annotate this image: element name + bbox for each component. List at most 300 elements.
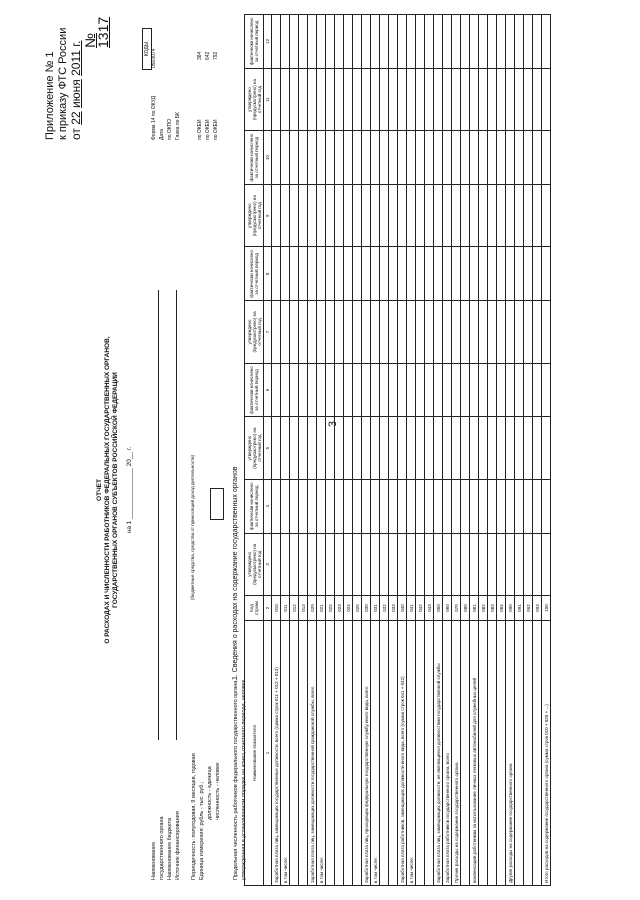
- row-name-cell: Заработная плата работников, замещающих должности иного вида, всего (сумма строк 041 + 042): [398, 621, 407, 886]
- row-code-cell: 020: [308, 596, 317, 621]
- value-cell: [542, 533, 551, 595]
- report-meta: Наименование государственного органа Наименование бюджета Источник финансирования Периодичность: полугодовая, 9 месяцев, годовая Единица измерения: рубль - тыс. руб.; должность - единица численность - человек Предельная численность работников федерального государственного органа, утвержденная в установленном порядке на конец отчетного периода, человек: [151, 679, 247, 880]
- value-cell: [488, 68, 497, 130]
- value-cell: [452, 417, 461, 479]
- value-cell: [290, 185, 299, 247]
- value-cell: [335, 68, 344, 130]
- value-cell: [290, 68, 299, 130]
- value-cell: [407, 479, 416, 533]
- value-cell: [416, 301, 425, 363]
- value-cell: [317, 247, 326, 301]
- value-cell: [461, 417, 470, 479]
- report-title: ОТЧЕТ О РАСХОДАХ И ЧИСЛЕННОСТИ РАБОТНИКОВ ФЕДЕРАЛЬНЫХ ГОСУДАРСТВЕННЫХ ОРГАНОВ, ГОСУДАРСТВЕННЫХ ОРГАНОВ СУБЪЕКТОВ РОССИЙСКОЙ ФЕДЕРАЦИИ на 1 ______________ 20__ г.: [96, 336, 133, 644]
- value-cell: [380, 15, 389, 69]
- value-cell: [389, 15, 398, 69]
- table-row: [299, 15, 308, 886]
- appendix-line2: к приказу ФТС России: [57, 27, 69, 140]
- value-cell: [335, 301, 344, 363]
- limit-box: [210, 488, 224, 520]
- row-name-cell: [290, 621, 299, 886]
- value-cell: [398, 247, 407, 301]
- value-cell: [506, 533, 515, 595]
- value-cell: [515, 363, 524, 417]
- value-cell: [308, 417, 317, 479]
- row-code-cell: 100: [542, 596, 551, 621]
- value-cell: [479, 131, 488, 185]
- row-name-cell: в том числе:: [317, 621, 326, 886]
- appendix-header: [44, 0, 111, 140]
- row-name-cell: в том числе:: [281, 621, 290, 886]
- table-row: [344, 15, 353, 886]
- value-cell: [272, 185, 281, 247]
- row-name-cell: в том числе:: [407, 621, 416, 886]
- value-cell: [335, 363, 344, 417]
- value-cell: [470, 131, 479, 185]
- value-cell: [461, 131, 470, 185]
- value-cell: [335, 479, 344, 533]
- value-cell: [353, 185, 362, 247]
- row-name-cell: Заработная плата лиц, замещающих государственные должности, всего (сумма строк 011 + 012 + 013): [272, 621, 281, 886]
- value-cell: [425, 479, 434, 533]
- value-cell: [434, 533, 443, 595]
- value-cell: [497, 417, 506, 479]
- value-cell: [299, 68, 308, 130]
- row-code-cell: 043: [425, 596, 434, 621]
- value-cell: [452, 301, 461, 363]
- col-number-cell: 6: [264, 363, 272, 417]
- value-cell: [308, 363, 317, 417]
- table-row: [533, 15, 542, 886]
- value-cell: [434, 479, 443, 533]
- value-cell: [326, 479, 335, 533]
- value-cell: [353, 15, 362, 69]
- section-title: 1. Сведения о расходах на содержание государственных органов: [232, 466, 239, 680]
- value-cell: [515, 417, 524, 479]
- value-cell: [497, 15, 506, 69]
- value-cell: [317, 15, 326, 69]
- value-cell: [353, 68, 362, 130]
- table-row: [506, 15, 515, 886]
- value-cell: [425, 131, 434, 185]
- value-cell: [344, 301, 353, 363]
- row-code-cell: 021: [317, 596, 326, 621]
- table-row: [353, 15, 362, 886]
- value-cell: [488, 185, 497, 247]
- value-cell: [344, 185, 353, 247]
- value-cell: [344, 247, 353, 301]
- value-cell: [425, 15, 434, 69]
- value-cell: [497, 68, 506, 130]
- value-cell: [542, 363, 551, 417]
- value-cell: [515, 185, 524, 247]
- row-name-cell: [335, 621, 344, 886]
- value-cell: [326, 533, 335, 595]
- value-cell: [407, 15, 416, 69]
- table-row: [452, 15, 461, 886]
- value-cell: [434, 15, 443, 69]
- value-cell: [362, 15, 371, 69]
- value-cell: [515, 68, 524, 130]
- value-cell: [461, 15, 470, 69]
- value-cell: [281, 185, 290, 247]
- row-name-cell: Другие расходы на содержание государственного органа: [506, 621, 515, 886]
- value-cell: [461, 301, 470, 363]
- table-header-cell: Код строки: [245, 596, 264, 621]
- row-code-cell: 091: [515, 596, 524, 621]
- value-cell: [290, 417, 299, 479]
- value-cell: [434, 131, 443, 185]
- value-cell: [488, 363, 497, 417]
- table-header-cell: утверждено (предусмотрено) на отчетный год: [245, 68, 264, 130]
- value-cell: [344, 15, 353, 69]
- value-cell: [533, 247, 542, 301]
- value-cell: [425, 417, 434, 479]
- value-cell: [317, 185, 326, 247]
- value-cell: [470, 68, 479, 130]
- value-cell: [470, 15, 479, 69]
- source-note: (бюджетные средства, средства от приносящей доход деятельности): [190, 454, 195, 600]
- value-cell: [506, 363, 515, 417]
- row-code-cell: 012: [290, 596, 299, 621]
- table-row: [524, 15, 533, 886]
- value-cell: [299, 363, 308, 417]
- table-row: [371, 15, 380, 886]
- value-cell: [533, 301, 542, 363]
- value-cell: [344, 533, 353, 595]
- value-cell: [326, 131, 335, 185]
- row-name-cell: Заработная плата работников государственного органа, всего: [443, 621, 452, 886]
- value-cell: [497, 185, 506, 247]
- value-cell: [326, 15, 335, 69]
- value-cell: [353, 301, 362, 363]
- value-cell: [272, 363, 281, 417]
- value-cell: [308, 68, 317, 130]
- underline-2: [158, 290, 159, 740]
- col-number-cell: 10: [264, 131, 272, 185]
- row-name-cell: Итого расходов на содержание государственного органа (сумма строк 010 + 020 + ...): [542, 621, 551, 886]
- value-cell: [335, 247, 344, 301]
- value-cell: [326, 363, 335, 417]
- value-cell: [524, 131, 533, 185]
- value-cell: [470, 363, 479, 417]
- value-cell: [290, 15, 299, 69]
- table-header-cell: Наименование показателя: [245, 621, 264, 886]
- row-name-cell: [488, 621, 497, 886]
- value-cell: [389, 301, 398, 363]
- value-cell: [497, 479, 506, 533]
- value-cell: [380, 417, 389, 479]
- value-cell: [497, 363, 506, 417]
- value-cell: [443, 185, 452, 247]
- value-cell: [488, 247, 497, 301]
- row-code-cell: 011: [281, 596, 290, 621]
- value-cell: [488, 417, 497, 479]
- value-cell: [398, 301, 407, 363]
- value-cell: [389, 247, 398, 301]
- expense-table: [244, 14, 551, 886]
- value-cell: [524, 15, 533, 69]
- value-cell: [452, 479, 461, 533]
- value-cell: [398, 417, 407, 479]
- table-row: [389, 15, 398, 886]
- value-cell: [542, 247, 551, 301]
- value-cell: [317, 533, 326, 595]
- value-cell: [479, 185, 488, 247]
- value-cell: [389, 131, 398, 185]
- value-cell: [398, 15, 407, 69]
- row-name-cell: [344, 621, 353, 886]
- row-name-cell: [299, 621, 308, 886]
- value-cell: [281, 68, 290, 130]
- value-cell: [335, 533, 344, 595]
- value-cell: [488, 301, 497, 363]
- row-code-cell: 031: [371, 596, 380, 621]
- table-header-cell: утверждено (предусмотрено) на отчетный год: [245, 533, 264, 595]
- value-cell: [272, 479, 281, 533]
- value-cell: [524, 185, 533, 247]
- row-name-cell: [533, 621, 542, 886]
- value-cell: [542, 185, 551, 247]
- value-cell: [443, 68, 452, 130]
- value-cell: [443, 247, 452, 301]
- value-cell: [281, 417, 290, 479]
- value-cell: [326, 301, 335, 363]
- value-cell: [515, 533, 524, 595]
- value-cell: [344, 68, 353, 130]
- value-cell: [326, 68, 335, 130]
- row-name-cell: Заработная плата лиц, замещающих должности, не являющиеся должностями государственной службы: [434, 621, 443, 886]
- value-cell: [353, 417, 362, 479]
- underline-1: [176, 290, 177, 740]
- value-cell: [308, 533, 317, 595]
- value-cell: [371, 417, 380, 479]
- value-cell: [461, 363, 470, 417]
- value-cell: [542, 301, 551, 363]
- value-cell: [362, 68, 371, 130]
- value-cell: [524, 247, 533, 301]
- value-cell: [416, 533, 425, 595]
- value-cell: [389, 479, 398, 533]
- value-cell: [299, 131, 308, 185]
- value-cell: [389, 68, 398, 130]
- value-cell: [524, 363, 533, 417]
- value-cell: [533, 185, 542, 247]
- table-row: [272, 15, 281, 886]
- value-cell: [407, 131, 416, 185]
- value-cell: [281, 15, 290, 69]
- row-name-cell: Заработная плата лиц, замещающих должности государственной гражданской службы, всего: [308, 621, 317, 886]
- table-row: [434, 15, 443, 886]
- value-cell: [533, 479, 542, 533]
- value-cell: [398, 533, 407, 595]
- value-cell: [272, 68, 281, 130]
- value-cell: [362, 301, 371, 363]
- value-cell: [281, 247, 290, 301]
- row-name-cell: [425, 621, 434, 886]
- row-name-cell: в том числе:: [371, 621, 380, 886]
- value-cell: [452, 15, 461, 69]
- value-cell: [380, 131, 389, 185]
- value-cell: [317, 131, 326, 185]
- value-cell: [371, 479, 380, 533]
- value-cell: [398, 68, 407, 130]
- value-cell: [461, 185, 470, 247]
- value-cell: [416, 15, 425, 69]
- table-row: [443, 15, 452, 886]
- value-cell: [371, 247, 380, 301]
- value-cell: [425, 185, 434, 247]
- value-cell: [515, 15, 524, 69]
- table-row: [398, 15, 407, 886]
- value-cell: [407, 533, 416, 595]
- value-cell: [506, 479, 515, 533]
- table-row: [542, 15, 551, 886]
- appendix-number: № 1317: [82, 16, 111, 48]
- value-cell: [389, 417, 398, 479]
- value-cell: [506, 301, 515, 363]
- row-name-cell: [479, 621, 488, 886]
- value-cell: [344, 363, 353, 417]
- table-row: [362, 15, 371, 886]
- value-cell: [281, 363, 290, 417]
- value-cell: [308, 185, 317, 247]
- value-cell: [362, 247, 371, 301]
- row-name-cell: [389, 621, 398, 886]
- value-cell: [506, 68, 515, 130]
- row-name-cell: Заработная плата лиц, проходящих федеральную государственную службу иного вида, всего: [362, 621, 371, 886]
- value-cell: [371, 185, 380, 247]
- value-cell: [488, 131, 497, 185]
- value-cell: [443, 533, 452, 595]
- value-cell: [272, 15, 281, 69]
- row-code-cell: 050: [434, 596, 443, 621]
- value-cell: [290, 363, 299, 417]
- value-cell: [434, 68, 443, 130]
- value-cell: [452, 533, 461, 595]
- table-row: [281, 15, 290, 886]
- value-cell: [425, 363, 434, 417]
- value-cell: [362, 479, 371, 533]
- value-cell: [362, 185, 371, 247]
- value-cell: [398, 479, 407, 533]
- value-cell: [362, 533, 371, 595]
- value-cell: [272, 417, 281, 479]
- table-row: [479, 15, 488, 886]
- table-header-row: [245, 15, 264, 886]
- value-cell: [479, 533, 488, 595]
- value-cell: [335, 15, 344, 69]
- row-code-cell: 022: [326, 596, 335, 621]
- value-cell: [371, 301, 380, 363]
- value-cell: [497, 247, 506, 301]
- table-header-cell: фактически начислено за отчетный период: [245, 131, 264, 185]
- value-cell: [272, 247, 281, 301]
- value-cell: [533, 417, 542, 479]
- row-code-cell: 084: [497, 596, 506, 621]
- value-cell: [434, 363, 443, 417]
- value-cell: [416, 185, 425, 247]
- value-cell: [488, 533, 497, 595]
- table-row: [326, 15, 335, 886]
- value-cell: [326, 185, 335, 247]
- col-number-cell: 2: [264, 596, 272, 621]
- value-cell: [533, 363, 542, 417]
- value-cell: [506, 247, 515, 301]
- value-cell: [371, 363, 380, 417]
- row-code-cell: 032: [380, 596, 389, 621]
- value-cell: [299, 247, 308, 301]
- value-cell: [416, 131, 425, 185]
- value-cell: [290, 533, 299, 595]
- table-row: [461, 15, 470, 886]
- value-cell: [308, 131, 317, 185]
- value-cell: [389, 363, 398, 417]
- value-cell: [479, 68, 488, 130]
- table-row: [290, 15, 299, 886]
- value-cell: [272, 131, 281, 185]
- row-name-cell: [326, 621, 335, 886]
- value-cell: [335, 131, 344, 185]
- value-cell: [443, 301, 452, 363]
- value-cell: [290, 131, 299, 185]
- table-col-numbers: [264, 15, 272, 886]
- row-code-cell: 025: [353, 596, 362, 621]
- value-cell: [524, 479, 533, 533]
- value-cell: [470, 185, 479, 247]
- value-cell: [299, 533, 308, 595]
- row-name-cell: Прочие расходы на содержание государственного органа: [452, 621, 461, 886]
- row-code-cell: 082: [479, 596, 488, 621]
- table-row: [317, 15, 326, 886]
- value-cell: [452, 68, 461, 130]
- row-name-cell: [353, 621, 362, 886]
- value-cell: [443, 363, 452, 417]
- value-cell: [488, 15, 497, 69]
- row-code-cell: 081: [470, 596, 479, 621]
- row-code-cell: 093: [533, 596, 542, 621]
- row-code-cell: 010: [272, 596, 281, 621]
- value-cell: [371, 131, 380, 185]
- value-cell: [479, 247, 488, 301]
- value-cell: [317, 68, 326, 130]
- value-cell: [335, 417, 344, 479]
- value-cell: [542, 15, 551, 69]
- row-code-cell: 024: [344, 596, 353, 621]
- value-cell: [389, 533, 398, 595]
- value-cell: [326, 247, 335, 301]
- table-header-cell: утверждено (предусмотрено) на отчетный год: [245, 301, 264, 363]
- value-cell: [461, 247, 470, 301]
- value-cell: [479, 417, 488, 479]
- value-cell: [407, 247, 416, 301]
- value-cell: [407, 363, 416, 417]
- appendix-date: от 22 июня 2011 г.: [69, 40, 83, 140]
- value-cell: [542, 131, 551, 185]
- value-cell: [380, 533, 389, 595]
- value-cell: [443, 479, 452, 533]
- value-cell: [299, 479, 308, 533]
- value-cell: [542, 479, 551, 533]
- value-cell: [272, 301, 281, 363]
- value-cell: [452, 185, 461, 247]
- value-cell: [434, 417, 443, 479]
- value-cell: [515, 247, 524, 301]
- value-cell: [533, 533, 542, 595]
- value-cell: [515, 131, 524, 185]
- value-cell: [290, 247, 299, 301]
- value-cell: [398, 363, 407, 417]
- value-cell: [470, 301, 479, 363]
